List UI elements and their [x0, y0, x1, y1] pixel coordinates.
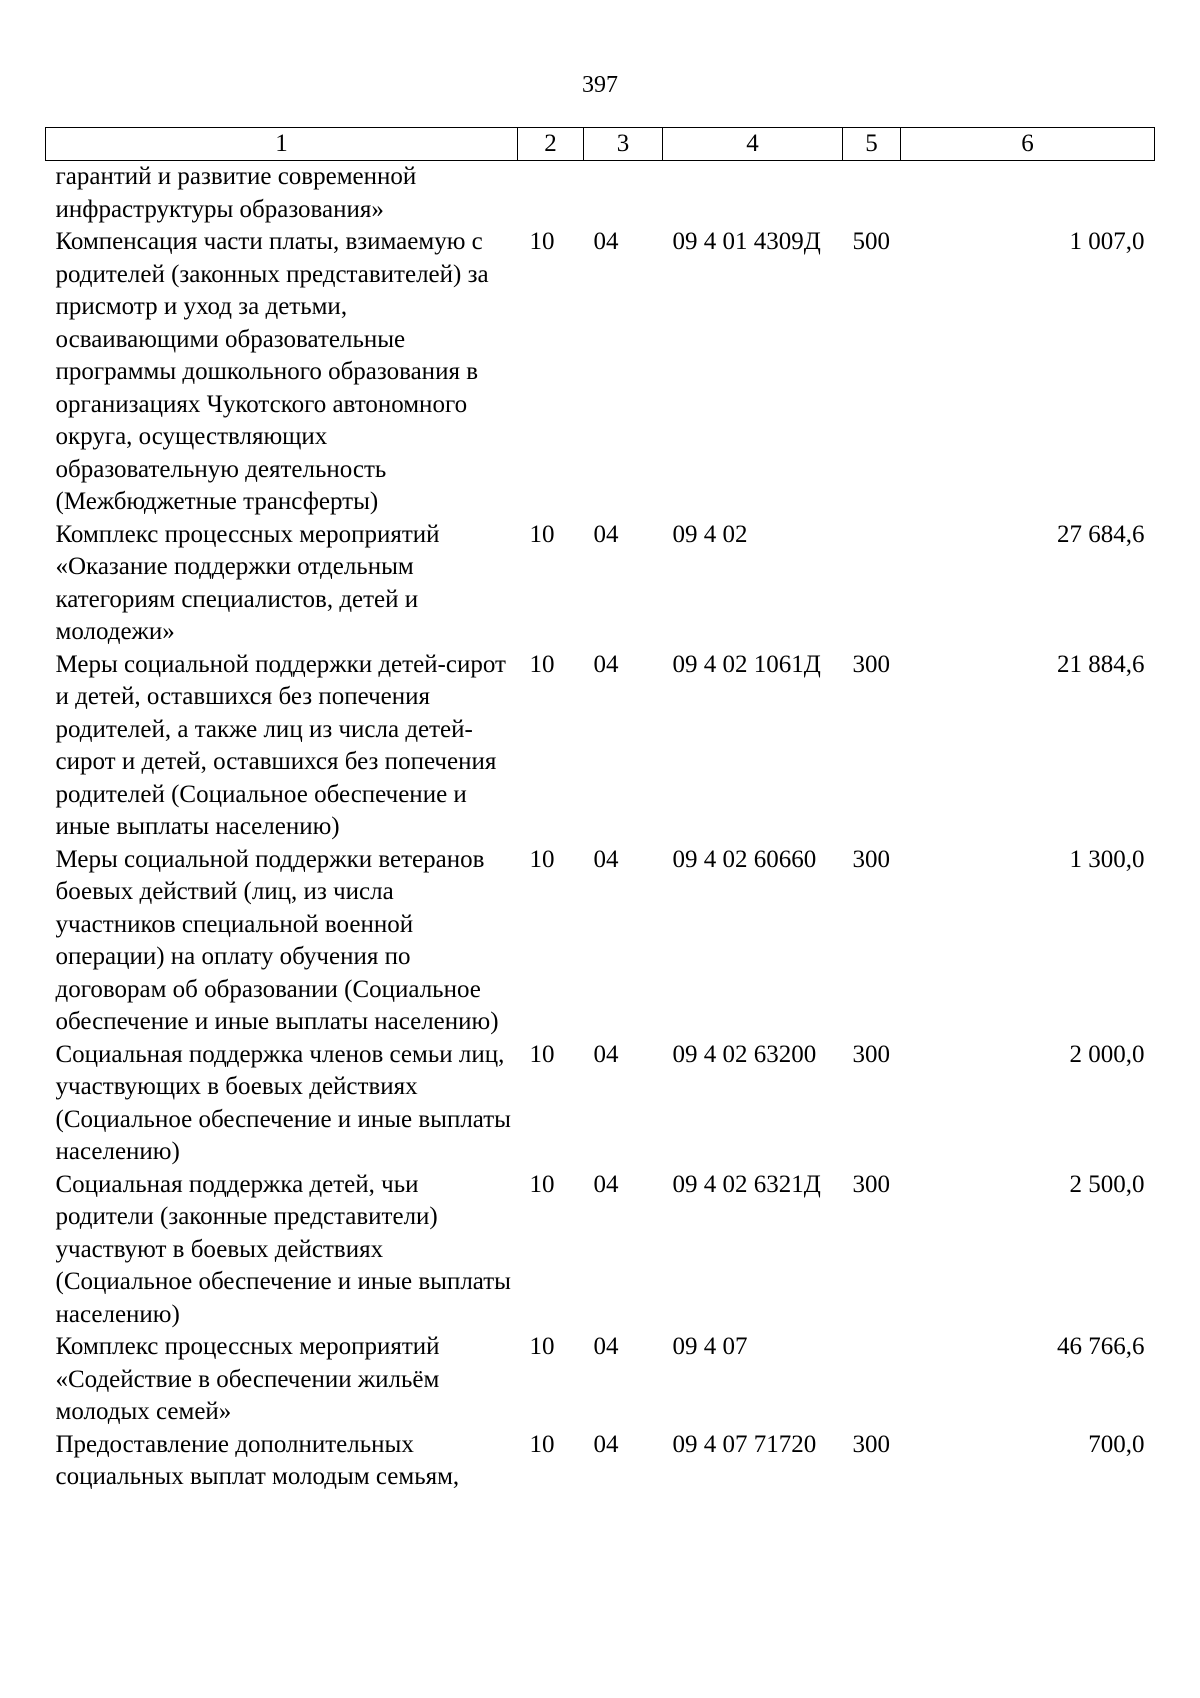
row-section: 10	[529, 650, 555, 678]
row-amount: 46 766,6	[1057, 1333, 1145, 1360]
table-row	[46, 1169, 1155, 1332]
row-expense-type: 300	[852, 1170, 890, 1198]
row-target-article: 09 4 07	[672, 1333, 748, 1360]
row-section: 10	[529, 520, 555, 548]
row-section: 10	[529, 228, 555, 255]
row-target-article: 09 4 02 60660	[672, 845, 817, 873]
row-name: Комплекс процессных мероприятий «Содействие в обеспечении жильём молодых семей»	[55, 1333, 440, 1425]
row-amount: 2 500,0	[1069, 1170, 1145, 1198]
header-col-2: 2	[518, 128, 584, 161]
page-number: 397	[582, 72, 618, 98]
table-row	[46, 1331, 1155, 1429]
row-name: гарантий и развитие современной инфраструктуры образования»	[55, 163, 417, 223]
header-col-5: 5	[843, 128, 901, 161]
budget-table	[45, 127, 1155, 1494]
row-expense-type: 300	[852, 845, 890, 873]
header-col-3: 3	[584, 128, 663, 161]
table-row	[46, 1429, 1155, 1494]
row-subsection: 04	[593, 1333, 619, 1360]
header-col-1: 1	[46, 128, 518, 161]
row-section: 10	[529, 1040, 555, 1068]
table-row	[46, 649, 1155, 844]
row-section	[518, 161, 584, 227]
row-section: 10	[529, 1333, 555, 1360]
row-target-article: 09 4 01 4309Д	[672, 228, 821, 255]
row-expense-type: 300	[852, 650, 890, 678]
row-target-article: 09 4 02 63200	[672, 1040, 817, 1068]
row-subsection: 04	[593, 520, 619, 548]
table-row	[46, 161, 1155, 227]
row-amount: 2 000,0	[1069, 1040, 1145, 1068]
row-amount: 1 007,0	[1069, 228, 1145, 255]
row-subsection: 04	[593, 650, 619, 678]
row-amount: 21 884,6	[1057, 650, 1145, 678]
row-target-article: 09 4 07 71720	[672, 1430, 817, 1458]
table-body	[46, 161, 1155, 1494]
row-target-article: 09 4 02 6321Д	[672, 1170, 821, 1198]
header-row	[46, 128, 1155, 161]
row-target-article: 09 4 02	[672, 520, 748, 548]
table-row	[46, 226, 1155, 519]
row-section: 10	[529, 1430, 555, 1458]
row-expense-type: 500	[852, 228, 890, 255]
row-subsection: 04	[593, 1040, 619, 1068]
row-expense-type	[843, 1331, 901, 1429]
row-amount	[901, 161, 1155, 227]
header-col-6: 6	[901, 128, 1155, 161]
row-expense-type	[843, 519, 901, 649]
row-section: 10	[529, 1170, 555, 1198]
row-subsection: 04	[593, 1430, 619, 1458]
row-subsection: 04	[593, 1170, 619, 1198]
table-row	[46, 1039, 1155, 1169]
row-name: Меры социальной поддержки ветеранов боевых действий (лиц, из числа участников специальной военной операции) на оплату обучения по договорам об образовании (Социальное обеспечение и иные выплаты населению)	[55, 845, 499, 1035]
table-row	[46, 519, 1155, 649]
row-target-article	[663, 161, 843, 227]
row-amount: 27 684,6	[1057, 520, 1145, 548]
row-name: Социальная поддержка детей, чьи родители (законные представители) участвуют в боевых действиях (Социальное обеспечение и иные выплаты населению)	[55, 1170, 511, 1328]
row-name: Комплекс процессных мероприятий «Оказание поддержки отдельным категориям специалистов, детей и молодежи»	[55, 520, 440, 645]
table-header	[46, 128, 1155, 161]
row-subsection: 04	[593, 845, 619, 873]
table-row	[46, 844, 1155, 1039]
row-target-article: 09 4 02 1061Д	[672, 650, 821, 678]
row-name: Предоставление дополнительных социальных выплат молодым семьям,	[55, 1430, 460, 1490]
row-name: Социальная поддержка членов семьи лиц, участвующих в боевых действиях (Социальное обеспечение и иные выплаты населению)	[55, 1040, 511, 1165]
row-name: Компенсация части платы, взимаемую с родителей (законных представителей) за присмотр и уход за детьми, осваивающими образовательные программы дошкольного образования в организациях Чукотского автономного округа, осуществляющих образовательную деятельность (Межбюджетные трансферты)	[55, 228, 489, 515]
row-name: Меры социальной поддержки детей-сирот и детей, оставшихся без попечения родителей, а также лиц из числа детей-сирот и детей, оставшихся без попечения родителей (Социальное обеспечение и иные выплаты населению)	[55, 650, 506, 840]
row-section: 10	[529, 845, 555, 873]
row-subsection	[584, 161, 663, 227]
header-col-4: 4	[663, 128, 843, 161]
row-expense-type	[843, 161, 901, 227]
row-amount: 700,0	[1088, 1430, 1145, 1458]
row-expense-type: 300	[852, 1430, 890, 1458]
row-amount: 1 300,0	[1069, 845, 1145, 873]
row-expense-type: 300	[852, 1040, 890, 1068]
row-subsection: 04	[593, 228, 619, 255]
